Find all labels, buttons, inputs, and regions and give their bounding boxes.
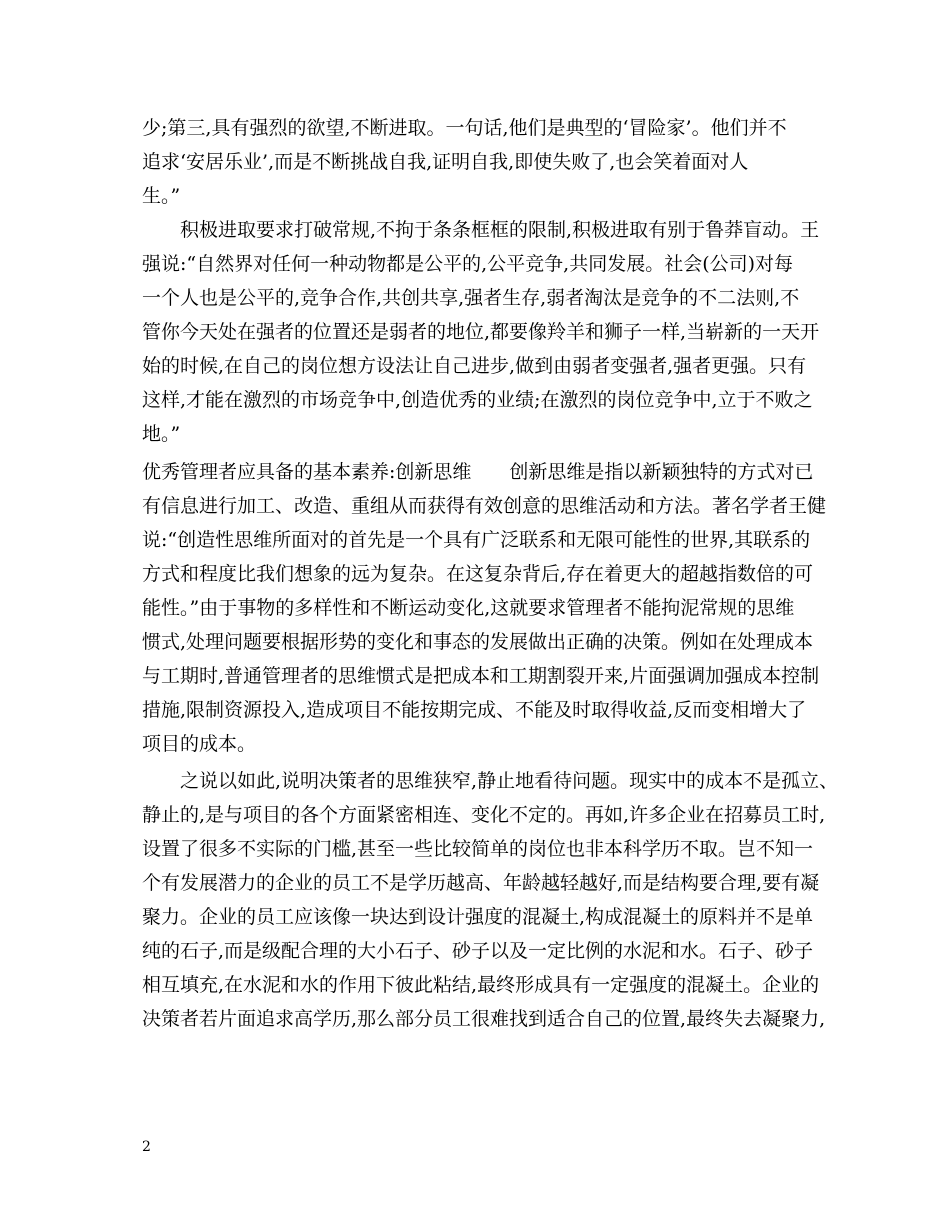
paragraph-continued [142, 111, 822, 213]
text-line: 追求‘安居乐业’,而是不断挑战自我,证明自我,即使失败了,也会笑着面对人 [142, 151, 749, 173]
text-line: 方式和程度比我们想象的远为复杂。在这复杂背后,存在着更大的超越指数倍的可 [142, 563, 814, 585]
text-line: 设置了很多不实际的门槛,甚至一些比较简单的岗位也非本科学历不取。岂不知一 [142, 838, 814, 860]
text-line: 地。” [142, 423, 181, 445]
text-line: 个有发展潜力的企业的员工不是学历越高、年龄越轻越好,而是结构要合理,要有凝 [142, 872, 820, 894]
text-line: 与工期时,普通管理者的思维惯式是把成本和工期割裂开来,片面强调加强成本控制 [142, 665, 820, 687]
text-line: 生。” [142, 185, 181, 207]
paragraph-decision-makers [142, 764, 839, 1036]
text-line: 管你今天处在强者的位置还是弱者的地位,都要像羚羊和狮子一样,当崭新的一天开 [142, 321, 820, 343]
text-line: 措施,限制资源投入,造成项目不能按期完成、不能及时取得收益,反而变相增大了 [142, 699, 807, 721]
text-line: 纯的石子,而是级配合理的大小石子、砂子以及一定比例的水泥和水。石子、砂子 [142, 940, 814, 962]
paragraph-innovative-thinking [142, 455, 827, 761]
text-line: 相互填充,在水泥和水的作用下彼此粘结,最终形成具有一定强度的混凝土。企业的 [142, 974, 820, 996]
page-number: 2 [142, 1139, 151, 1155]
text-line: 说:“创造性思维所面对的首先是一个具有广泛联系和无限可能性的世界,其联系的 [142, 529, 811, 551]
text-line: 聚力。企业的员工应该像一块达到设计强度的混凝土,构成混凝土的原料并不是单 [142, 906, 814, 928]
text-line: 项目的成本。 [142, 733, 257, 755]
text-line: 之说以如此,说明决策者的思维狭窄,静止地看待问题。现实中的成本不是孤立、 [180, 770, 839, 792]
text-line: 始的时候,在自己的岗位想方设法让自己进步,做到由弱者变强者,强者更强。只有 [142, 355, 807, 377]
text-line: 有信息进行加工、改造、重组从而获得有效创意的思维活动和方法。著名学者王健 [142, 495, 827, 517]
text-line: 积极进取要求打破常规,不拘于条条框框的限制,积极进取有别于鲁莽盲动。王 [180, 219, 820, 241]
text-line: 能性。”由于事物的多样性和不断运动变化,这就要求管理者不能拘泥常规的思维 [142, 597, 795, 619]
text-line: 惯式,处理问题要根据形势的变化和事态的发展做出正确的决策。例如在处理成本 [142, 631, 814, 653]
text-line: 决策者若片面追求高学历,那么部分员工很难找到适合自己的位置,最终失去凝聚力, [142, 1008, 826, 1030]
text-line: 静止的,是与项目的各个方面紧密相连、变化不定的。再如,许多企业在招募员工时, [142, 804, 826, 826]
text-line: 一个人也是公平的,竞争合作,共创共享,强者生存,弱者淘汰是竞争的不二法则,不 [142, 287, 800, 309]
text-line: 优秀管理者应具备的基本素养:创新思维 创新思维是指以新颖独特的方式对已 [142, 461, 814, 483]
paragraph-proactive [142, 213, 822, 451]
text-line: 强说:“自然界对任何一种动物都是公平的,公平竞争,共同发展。社会(公司)对每 [142, 253, 794, 275]
text-line: 少;第三,具有强烈的欲望,不断进取。一句话,他们是典型的‘冒险家’。他们并不 [142, 117, 787, 139]
text-line: 这样,才能在激烈的市场竞争中,创造优秀的业绩;在激烈的岗位竞争中,立于不败之 [142, 389, 813, 411]
